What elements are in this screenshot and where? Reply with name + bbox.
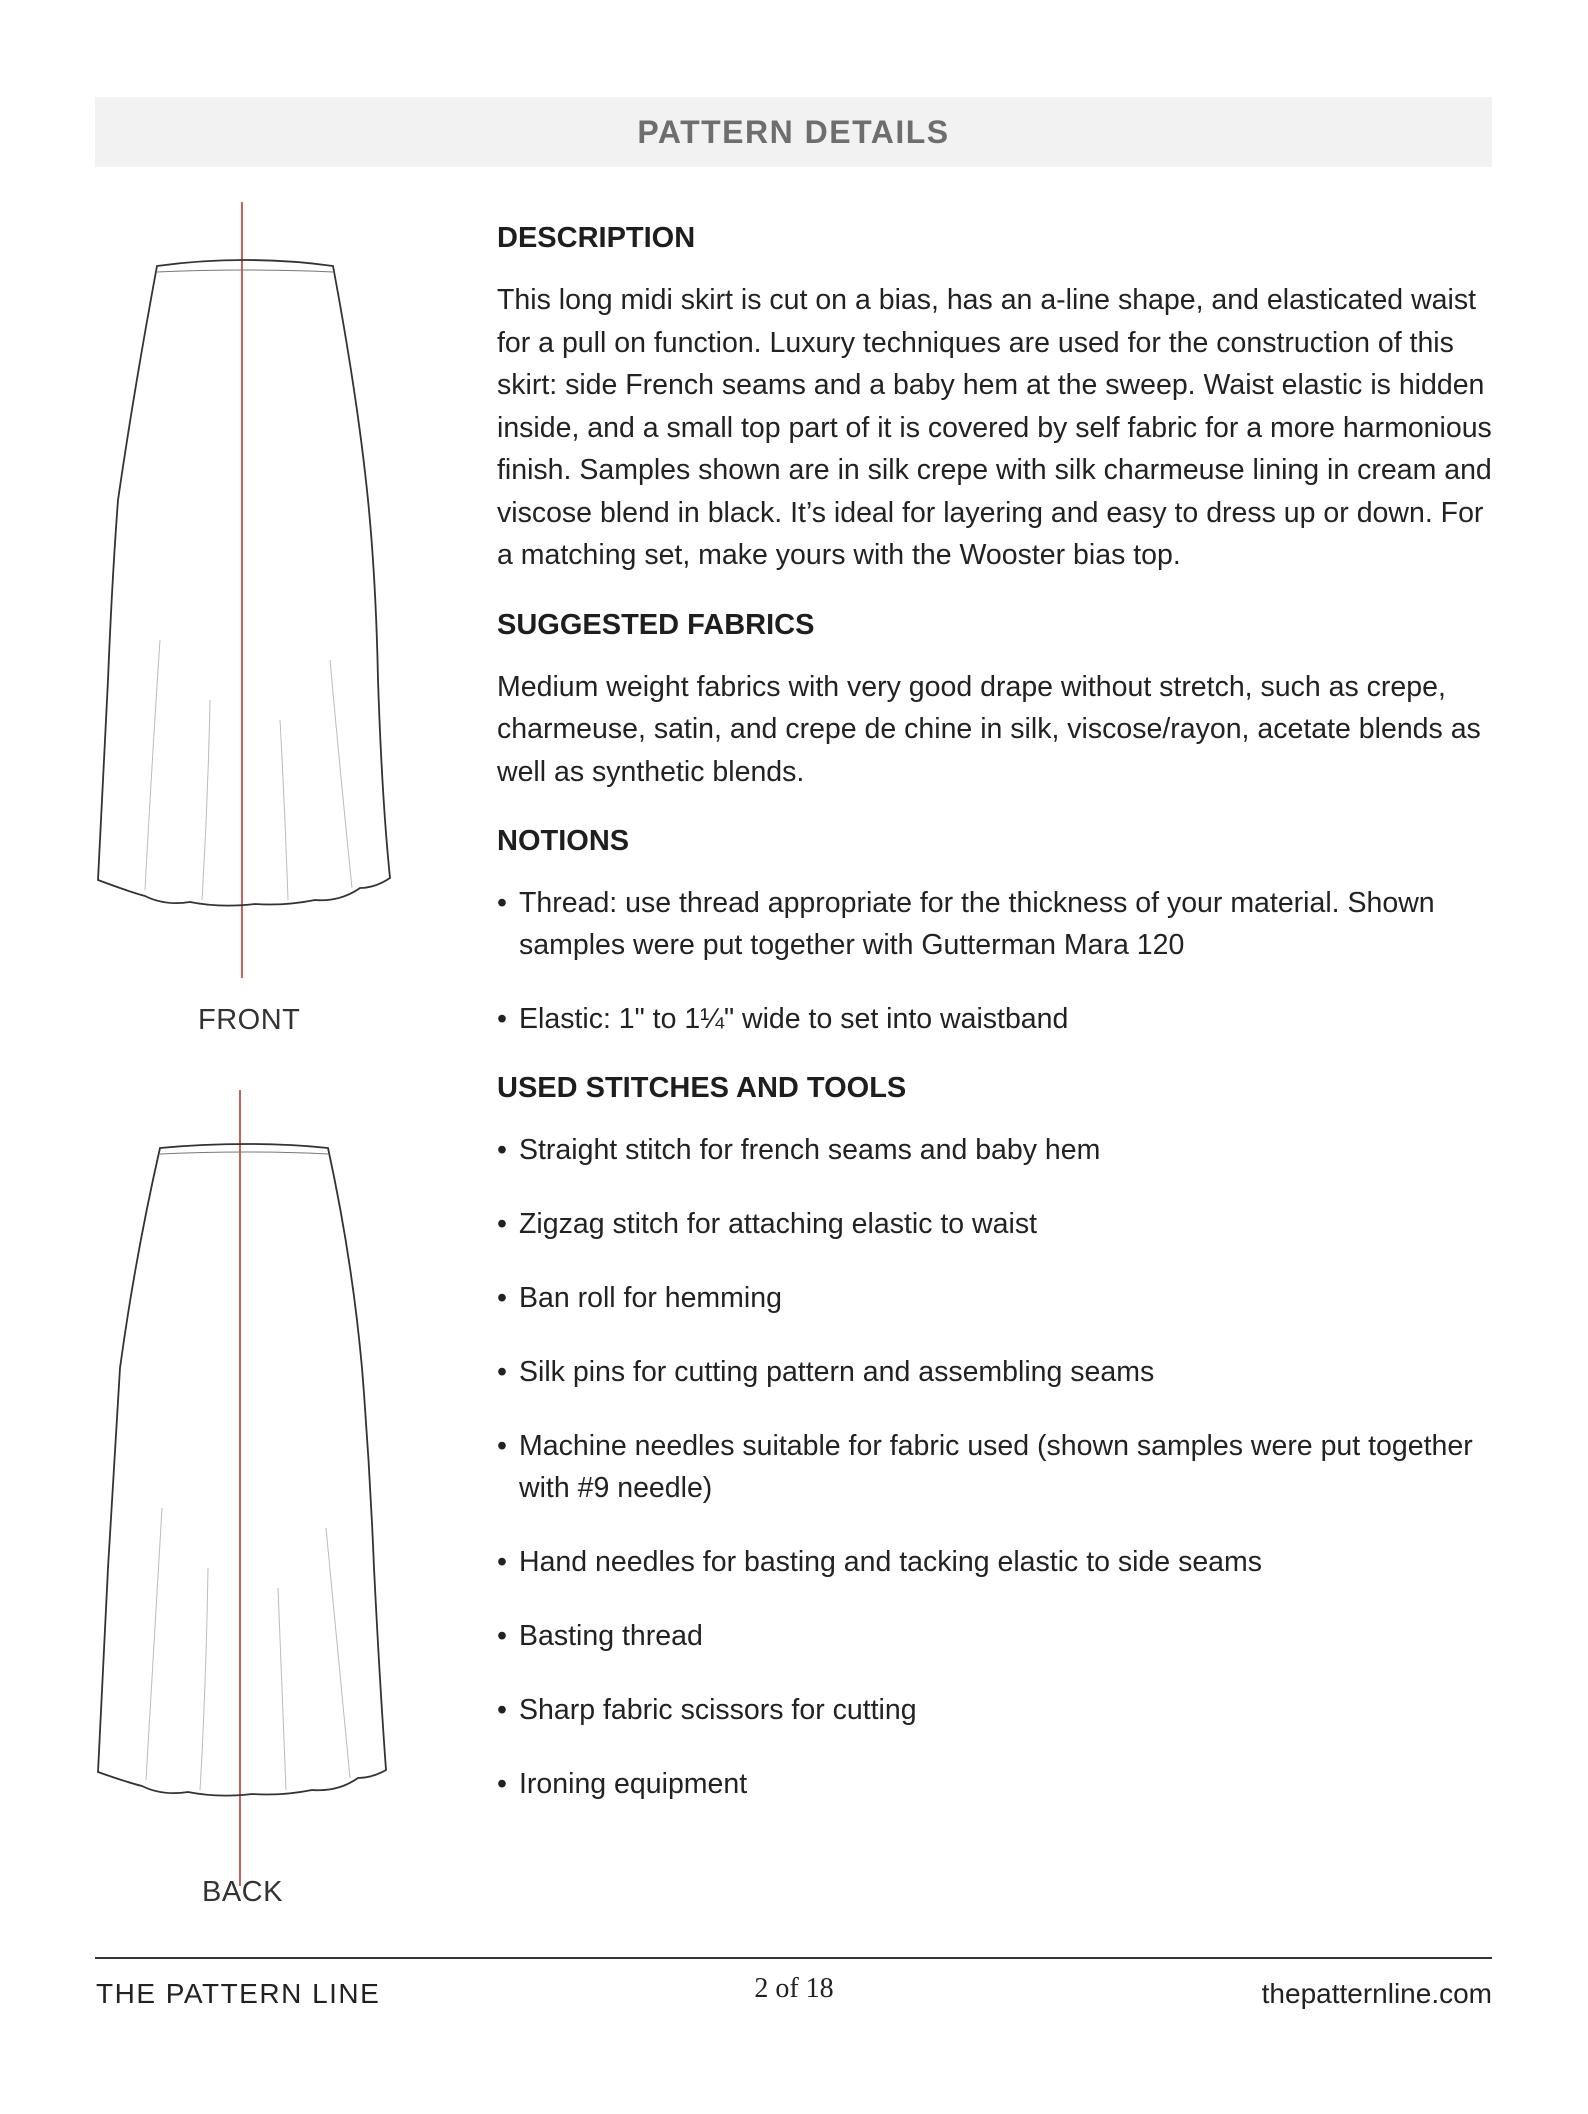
list-item: • Basting thread — [497, 1615, 1497, 1657]
front-skirt-outline — [98, 260, 390, 906]
list-item: • Silk pins for cutting pattern and assembling seams — [497, 1351, 1497, 1393]
pattern-details-content — [497, 222, 1497, 1837]
fabrics-section — [497, 609, 1497, 794]
bullet-icon: • — [497, 1546, 507, 1578]
bullet-icon: • — [497, 1282, 507, 1314]
bullet-icon: • — [497, 1694, 507, 1726]
description-heading: DESCRIPTION — [497, 222, 696, 254]
front-drape-lines — [145, 640, 352, 900]
header-bar — [95, 97, 1492, 167]
footer-brand: THE PATTERN LINE — [96, 1978, 381, 2009]
stitches-heading: USED STITCHES AND TOOLS — [497, 1072, 907, 1104]
back-label: BACK — [202, 1876, 283, 1908]
list-item: • Hand needles for basting and tacking elastic to side seams — [497, 1541, 1497, 1583]
description-section — [497, 222, 1497, 577]
back-drape-lines — [146, 1508, 350, 1790]
list-item: • Elastic: 1" to 1¼" wide to set into waistband — [497, 998, 1497, 1040]
technical-drawings — [90, 200, 420, 1930]
page-title: PATTERN DETAILS — [637, 113, 950, 150]
fabrics-heading: SUGGESTED FABRICS — [497, 608, 815, 641]
list-item: • Ban roll for hemming — [497, 1277, 1497, 1319]
front-skirt-drawing — [90, 200, 420, 980]
stitches-section — [497, 1072, 1497, 1805]
footer-divider — [95, 1957, 1492, 1959]
bullet-icon: • — [497, 1620, 507, 1652]
footer-url: thepatternline.com — [1261, 1978, 1492, 2009]
bullet-icon: • — [497, 1430, 507, 1462]
list-item: • Thread: use thread appropriate for the thickness of your material. Shown samples were put together with Gutterman Mara 120 — [497, 882, 1497, 966]
list-item: • Straight stitch for french seams and baby hem — [497, 1129, 1497, 1171]
fabrics-text: Medium weight fabrics with very good drape without stretch, such as crepe, charmeuse, satin, and crepe de chine in silk, viscose/rayon, acetate blends as well as synthetic blends. — [497, 670, 1481, 788]
list-item: • Zigzag stitch for attaching elastic to waist — [497, 1203, 1497, 1245]
bullet-icon: • — [497, 1356, 507, 1388]
list-item: • Sharp fabric scissors for cutting — [497, 1689, 1497, 1731]
front-waistband-line — [157, 270, 333, 272]
back-skirt-drawing — [90, 1088, 420, 1888]
bullet-icon: • — [497, 887, 507, 919]
stitches-list — [497, 1129, 1497, 1805]
list-item: • Ironing equipment — [497, 1763, 1497, 1805]
bullet-icon: • — [497, 1208, 507, 1240]
notions-heading: NOTIONS — [497, 825, 630, 857]
page-number: 2 of 18 — [754, 1973, 834, 2004]
front-label: FRONT — [198, 1004, 301, 1036]
description-text: This long midi skirt is cut on a bias, has an a-line shape, and elasticated waist for a pull on function. Luxury techniques are used for the construction of this skirt: side French seams and a baby hem at the sweep. Waist elastic is hidden inside, and a small top part of it is covered by self fabric for a more harmonious finish. Samples shown are in silk crepe with silk charmeuse lining in cream and viscose blend in black. It’s ideal for layering and easy to dress up or down. For a matching set, make yours with the Wooster bias top. — [497, 284, 1492, 571]
back-waistband-line — [160, 1152, 328, 1154]
notions-section — [497, 825, 1497, 1040]
bullet-icon: • — [497, 1134, 507, 1166]
bullet-icon: • — [497, 1768, 507, 1800]
list-item: • Machine needles suitable for fabric used (shown samples were put together with #9 needle) — [497, 1425, 1497, 1509]
notions-list — [497, 882, 1497, 1040]
bullet-icon: • — [497, 1003, 507, 1035]
